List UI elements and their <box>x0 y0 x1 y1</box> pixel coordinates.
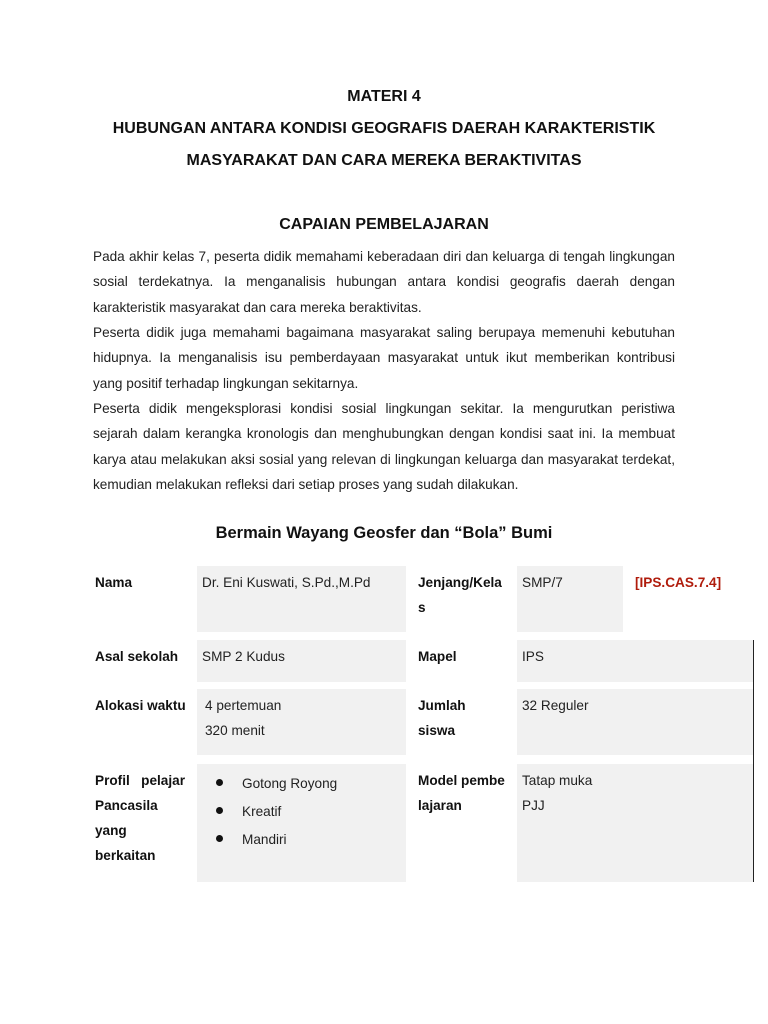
model-line-1: Tatap muka <box>522 773 593 788</box>
nama-label: Nama <box>95 575 133 590</box>
paragraph-2: Peserta didik juga memahami bagaimana masyarakat saling berupaya memenuhi kebutuhan hidupnya. Ia menganalisis isu pemberdayaan masyarakat untuk ikut memberikan kontribusi yang positif terhadap lingkungan sekitarnya. <box>93 325 675 391</box>
section-title: CAPAIAN PEMBELAJARAN <box>279 216 489 233</box>
jenjang-label: Jenjang/Kelas <box>418 575 502 615</box>
asal-label-cell <box>90 640 195 682</box>
asal-label: Asal sekolah <box>95 649 179 664</box>
topic-title-line2: MASYARAKAT DAN CARA MEREKA BERAKTIVITAS <box>186 152 582 169</box>
profil-label: Profil pelajar Pancasila yang berkaitan <box>95 773 185 863</box>
nama-label-cell <box>90 566 195 632</box>
profil-item <box>197 798 406 826</box>
table-right-border <box>753 640 754 882</box>
activity-title: Bermain Wayang Geosfer dan “Bola” Bumi <box>215 524 553 542</box>
profil-item-text: Mandiri <box>242 832 287 847</box>
jumlah-label: Jumlah siswa <box>418 698 466 738</box>
jenjang-value: SMP/7 <box>522 575 563 590</box>
jumlah-label-cell <box>413 689 511 755</box>
curriculum-code: [IPS.CAS.7.4] <box>635 575 722 590</box>
code-cell <box>630 566 755 632</box>
paragraph-1: Pada akhir kelas 7, peserta didik memahami keberadaan diri dan keluarga di tengah lingkungan sosial terdekatnya. Ia menganalisis hubungan antara kondisi geografis daerah dengan karakteristik masyarakat dan cara mereka beraktivitas. <box>93 249 675 315</box>
paragraph-3: Peserta didik mengeksplorasi kondisi sosial lingkungan sekitar. Ia mengurutkan peristiwa sejarah dalam kerangka kronologis dan menghubungkan dengan kondisi saat ini. Ia membuat karya atau melakukan aksi sosial yang relevan di lingkungan keluarga dan masyarakat terdekat, kemudian melakukan refleksi dari setiap proses yang sudah dilakukan. <box>93 401 675 492</box>
asal-value-cell <box>197 640 406 682</box>
model-value-cell <box>517 764 753 882</box>
alokasi-label: Alokasi waktu <box>95 698 186 713</box>
bullet-icon <box>216 807 223 814</box>
model-line-2: PJJ <box>522 798 545 813</box>
materi-heading: MATERI 4 <box>347 88 421 105</box>
jumlah-value-cell <box>517 689 753 755</box>
profil-item <box>197 826 406 854</box>
nama-value: Dr. Eni Kuswati, S.Pd.,M.Pd <box>202 575 371 590</box>
alokasi-value-cell <box>197 689 406 755</box>
jenjang-value-cell <box>517 566 623 632</box>
model-label: Model pembelajaran <box>418 773 505 813</box>
mapel-value-cell <box>517 640 753 682</box>
alokasi-line-1: 4 pertemuan <box>205 698 282 713</box>
profil-item-text: Kreatif <box>242 804 282 819</box>
profil-item-text: Gotong Royong <box>242 776 338 791</box>
profil-label-cell <box>90 764 190 882</box>
profil-item <box>197 770 406 798</box>
topic-title-line1: HUBUNGAN ANTARA KONDISI GEOGRAFIS DAERAH KARAKTERISTIK <box>112 120 656 137</box>
profil-list <box>197 764 406 854</box>
profil-value-cell <box>197 764 406 882</box>
alokasi-label-cell <box>90 689 195 755</box>
bullet-icon <box>216 779 223 786</box>
jenjang-label-cell <box>413 566 511 632</box>
mapel-label: Mapel <box>418 649 457 664</box>
alokasi-line-2: 320 menit <box>205 723 265 738</box>
asal-value: SMP 2 Kudus <box>202 649 285 664</box>
model-label-cell <box>413 764 511 882</box>
mapel-label-cell <box>413 640 511 682</box>
nama-value-cell <box>197 566 406 632</box>
jumlah-value: 32 Reguler <box>522 698 589 713</box>
bullet-icon <box>216 835 223 842</box>
mapel-value: IPS <box>522 649 544 664</box>
